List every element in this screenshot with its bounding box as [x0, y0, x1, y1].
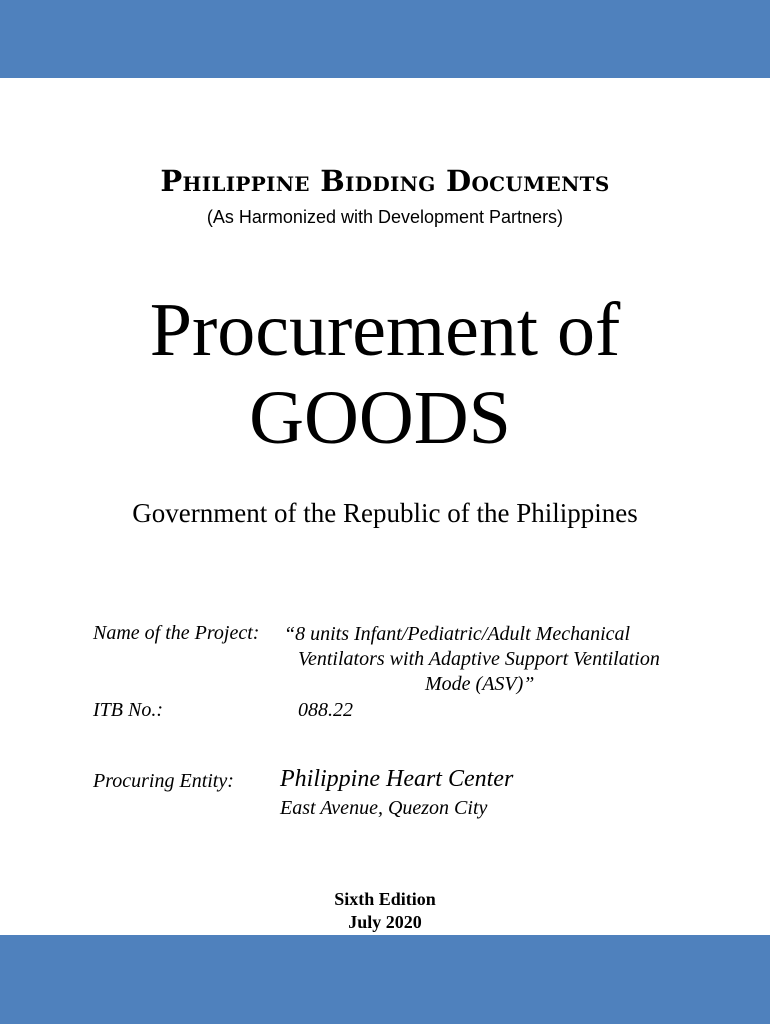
project-name-line1: “8 units Infant/Pediatric/Adult Mechanical	[284, 623, 631, 645]
series-title: Philippine Bidding Documents	[160, 164, 610, 198]
edition-label: Sixth Edition	[334, 889, 436, 909]
itb-number-value: 088.22	[298, 699, 353, 721]
project-name-label: Name of the Project:	[93, 622, 260, 644]
top-color-band	[0, 0, 770, 78]
project-name-value	[280, 622, 740, 697]
edition-date: July 2020	[348, 912, 422, 932]
procuring-entity-name: Philippine Heart Center	[280, 766, 514, 792]
series-subtitle: (As Harmonized with Development Partners)	[206, 207, 564, 227]
government-name: Government of the Republic of the Philippines	[132, 498, 638, 528]
main-title	[0, 286, 770, 462]
edition-info	[0, 888, 770, 934]
itb-number-label: ITB No.:	[93, 699, 163, 721]
main-title-line2: GOODS	[249, 376, 511, 460]
procuring-entity-label: Procuring Entity:	[93, 770, 234, 792]
project-name-line2: Ventilators with Adaptive Support Ventilation	[298, 648, 660, 670]
procuring-entity-address: East Avenue, Quezon City	[280, 797, 488, 819]
main-title-line1: Procurement of	[149, 288, 621, 372]
bottom-color-band	[0, 935, 770, 1024]
project-name-line3: Mode (ASV)”	[425, 673, 535, 695]
